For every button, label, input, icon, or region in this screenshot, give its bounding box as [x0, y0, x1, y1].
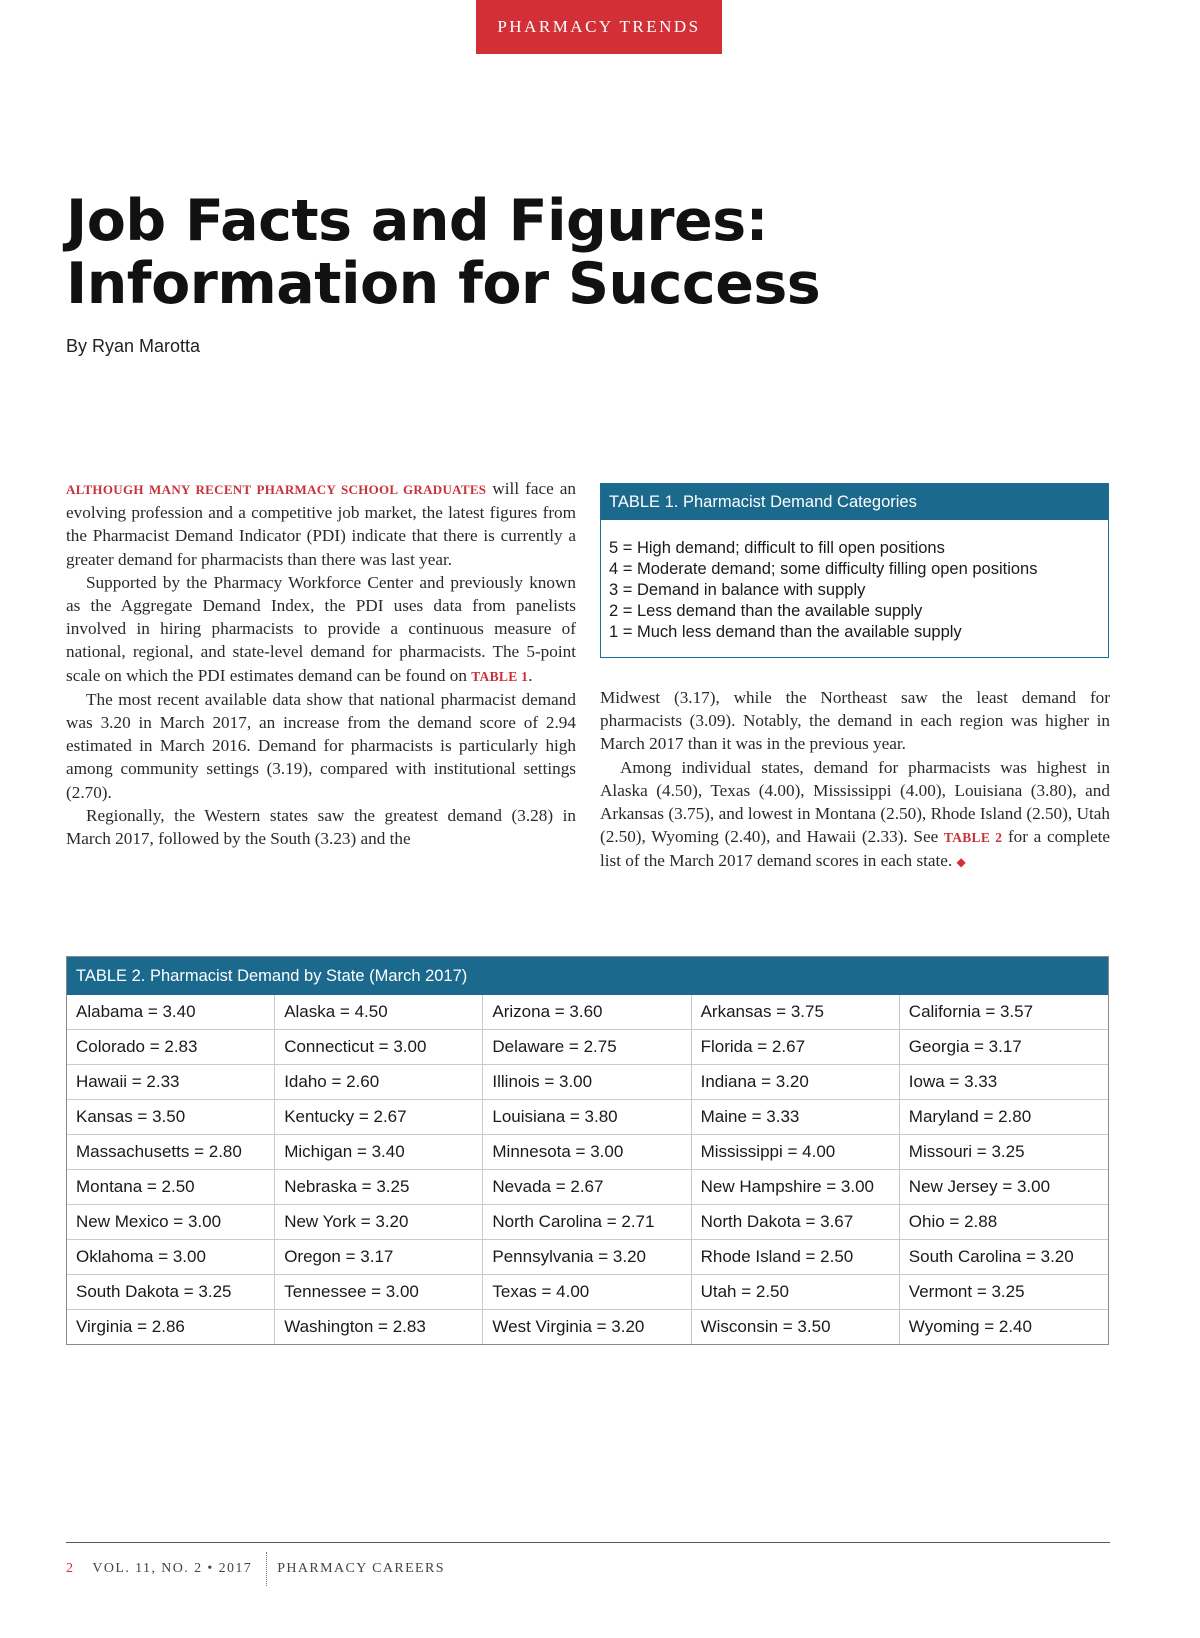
table-2	[66, 956, 1109, 1345]
table-2-cell: Utah = 2.50	[692, 1274, 900, 1309]
paragraph-5-text: Among individual states, demand for pharmacists was highest in Alaska (4.50), Texas (4.00), Mississippi (4.00), Louisiana (3.80), and Arkansas (3.75), and lowest in Montana (2.50), Rhode Island (2.50), Utah (2.50), Wyoming (2.40), and Hawaii (2.33). See	[600, 757, 1110, 847]
table-2-cell: Minnesota = 3.00	[483, 1134, 691, 1169]
paragraph-3: The most recent available data show that national pharmacist demand was 3.20 in March 2017, an increase from the demand score of 2.94 estimated in March 2016. Demand for pharmacists is particularly high among community settings (3.19), compared with institutional settings (2.70).	[66, 689, 576, 802]
table-2-cell: Florida = 2.67	[692, 1029, 900, 1064]
table-2-cell: Colorado = 2.83	[67, 1029, 275, 1064]
article-title: Job Facts and Figures: Information for Success	[66, 188, 821, 317]
table-1-title: TABLE 1. Pharmacist Demand Categories	[601, 484, 1108, 520]
lead-in: ALTHOUGH MANY RECENT PHARMACY SCHOOL GRADUATES	[66, 482, 487, 497]
table-2-cell: West Virginia = 3.20	[483, 1309, 691, 1344]
paragraph-2-text: Supported by the Pharmacy Workforce Center and previously known as the Aggregate Demand Index, the PDI uses data from panelists involved in hiring pharmacists to provide a continuous measure of national, regional, and state-level demand for pharmacists. The 5-point scale on which the PDI estimates demand can be found on	[66, 572, 576, 685]
table-2-cell: South Carolina = 3.20	[900, 1239, 1108, 1274]
table-2-cell: Connecticut = 3.00	[275, 1029, 483, 1064]
table-1-row: 4 = Moderate demand; some difficulty filling open positions	[609, 560, 1038, 578]
end-mark-icon: ◆	[956, 855, 966, 870]
table-2-cell: Vermont = 3.25	[900, 1274, 1108, 1309]
table-2-cell: New York = 3.20	[275, 1204, 483, 1239]
table-2-cell: Delaware = 2.75	[483, 1029, 691, 1064]
page-number: 2	[66, 1561, 75, 1576]
paragraph-4-end: Midwest (3.17), while the Northeast saw the least demand for pharmacists (3.09). Notably, the demand in each region was higher in March 2017 than it was in the previous year.	[600, 688, 1110, 754]
publication-name: PHARMACY CAREERS	[277, 1561, 445, 1576]
table-2-cell: Wisconsin = 3.50	[692, 1309, 900, 1344]
table-2-cell: Pennsylvania = 3.20	[483, 1239, 691, 1274]
table-2-cell: Georgia = 3.17	[900, 1029, 1108, 1064]
table-2-cell: Montana = 2.50	[67, 1169, 275, 1204]
paragraph-2	[66, 571, 576, 688]
footer-rule	[66, 1542, 1110, 1543]
table-2-cell: Illinois = 3.00	[483, 1064, 691, 1099]
table-2-cell: Michigan = 3.40	[275, 1134, 483, 1169]
table-2-cell: Alabama = 3.40	[67, 995, 275, 1029]
table-2-cell: Ohio = 2.88	[900, 1204, 1108, 1239]
table-2-cell: Maine = 3.33	[692, 1099, 900, 1134]
table-2-grid	[67, 995, 1108, 1344]
table-1-body	[601, 520, 1108, 643]
table-2-cell: Hawaii = 2.33	[67, 1064, 275, 1099]
section-tab: PHARMACY TRENDS	[476, 0, 722, 54]
table-2-title: TABLE 2. Pharmacist Demand by State (March 2017)	[67, 957, 1108, 995]
paragraph-5-end: for a complete list of the March 2017 demand scores in each state.	[600, 827, 1110, 871]
table-2-cell: Nebraska = 3.25	[275, 1169, 483, 1204]
issue-info: VOL. 11, NO. 2 • 2017	[92, 1561, 253, 1576]
table-2-cell: Massachusetts = 2.80	[67, 1134, 275, 1169]
table-1	[600, 483, 1109, 658]
table-2-cell: Iowa = 3.33	[900, 1064, 1108, 1099]
paragraph-1	[66, 477, 576, 571]
table-2-cell: Indiana = 3.20	[692, 1064, 900, 1099]
table-2-cell: New Jersey = 3.00	[900, 1169, 1108, 1204]
table-2-cell: North Carolina = 2.71	[483, 1204, 691, 1239]
table-2-cell: Oklahoma = 3.00	[67, 1239, 275, 1274]
table-2-cell: New Mexico = 3.00	[67, 1204, 275, 1239]
paragraph-1-text: will face an evolving profession and a competitive job market, the latest figures from the Pharmacist Demand Indicator (PDI) indicate that there is currently a greater demand for pharmacists than there was last year.	[66, 479, 576, 569]
paragraph-4-start: Regionally, the Western states saw the greatest demand (3.28) in March 2017, followed by the South (3.23) and the	[66, 805, 576, 849]
footer	[66, 1556, 445, 1582]
table-2-cell: Mississippi = 4.00	[692, 1134, 900, 1169]
table-2-cell: Maryland = 2.80	[900, 1099, 1108, 1134]
table-1-reference: TABLE 1	[471, 668, 529, 684]
table-2-cell: Idaho = 2.60	[275, 1064, 483, 1099]
table-2-cell: Nevada = 2.67	[483, 1169, 691, 1204]
table-2-cell: Tennessee = 3.00	[275, 1274, 483, 1309]
table-2-cell: New Hampshire = 3.00	[692, 1169, 900, 1204]
table-1-row: 5 = High demand; difficult to fill open positions	[609, 539, 945, 557]
table-1-row: 1 = Much less demand than the available supply	[609, 623, 962, 641]
paragraph-5	[600, 756, 1110, 875]
byline: By Ryan Marotta	[66, 336, 201, 356]
table-2-cell: North Dakota = 3.67	[692, 1204, 900, 1239]
table-2-cell: Oregon = 3.17	[275, 1239, 483, 1274]
table-2-cell: Kentucky = 2.67	[275, 1099, 483, 1134]
table-2-cell: Arizona = 3.60	[483, 995, 691, 1029]
table-1-row: 3 = Demand in balance with supply	[609, 581, 866, 599]
table-2-cell: Alaska = 4.50	[275, 995, 483, 1029]
table-1-row: 2 = Less demand than the available supply	[609, 602, 923, 620]
footer-divider	[266, 1552, 267, 1586]
body-column-left	[66, 477, 576, 850]
paragraph-2-end: .	[528, 665, 533, 685]
table-2-cell: South Dakota = 3.25	[67, 1274, 275, 1309]
body-column-right	[600, 686, 1110, 875]
table-2-cell: Washington = 2.83	[275, 1309, 483, 1344]
table-2-cell: Texas = 4.00	[483, 1274, 691, 1309]
table-2-cell: Wyoming = 2.40	[900, 1309, 1108, 1344]
table-2-cell: Virginia = 2.86	[67, 1309, 275, 1344]
table-2-cell: Rhode Island = 2.50	[692, 1239, 900, 1274]
table-2-cell: Kansas = 3.50	[67, 1099, 275, 1134]
table-2-cell: California = 3.57	[908, 1002, 1034, 1021]
table-2-cell: Louisiana = 3.80	[483, 1099, 691, 1134]
table-2-reference: TABLE 2	[943, 830, 1003, 846]
table-2-cell: Arkansas = 3.75	[692, 995, 900, 1029]
table-2-cell: Missouri = 3.25	[900, 1134, 1108, 1169]
